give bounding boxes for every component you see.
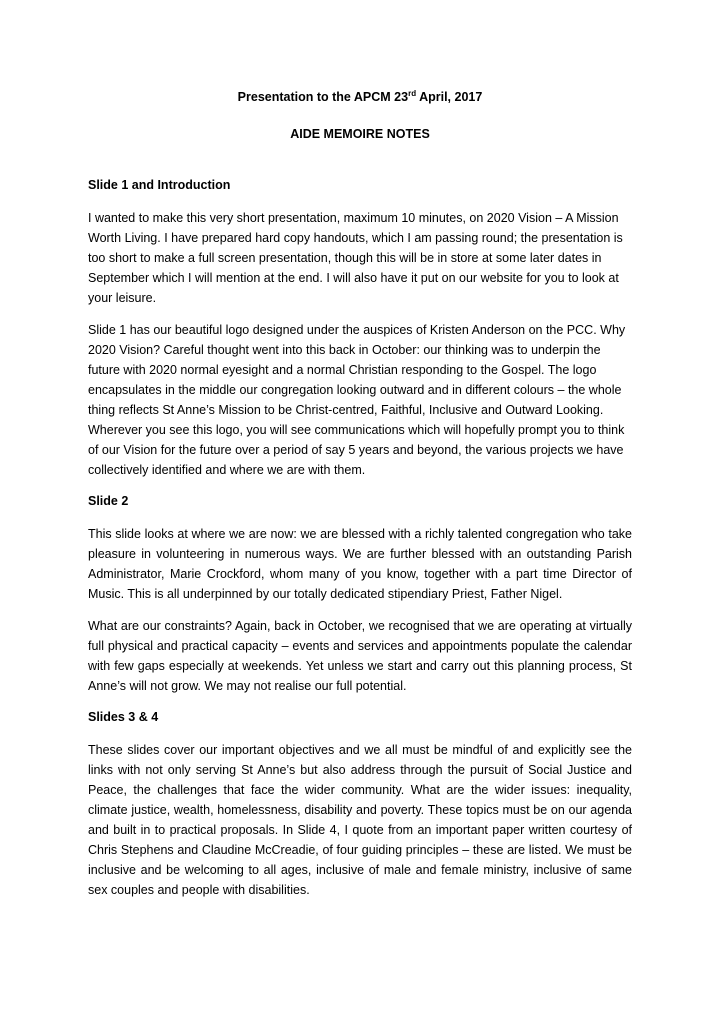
section-slide-1 [88,176,632,480]
title-superscript: rd [408,88,417,98]
paragraph: These slides cover our important objectives and we all must be mindful of and explicitly see the links with not only serving St Anne’s but also address through the pursuit of Social Justice and Peace, the challenges that face the wider community. What are the wider issues: inequality, climate justice, wealth, homelessness, disability and poverty. These topics must be on our agenda and built in to practical proposals. In Slide 4, I quote from an important paper written courtesy of Chris Stephens and Claudine McCreadie, of four guiding principles – these are listed. We must be inclusive and be welcoming to all ages, inclusive of male and female ministry, inclusive of same sex couples and people with disabilities. [88,743,632,897]
title-text: Presentation to the APCM 23 [237,90,409,104]
section-slides-3-4 [88,708,632,900]
section-slide-2 [88,492,632,696]
paragraph: This slide looks at where we are now: we are blessed with a richly talented congregation who take pleasure in volunteering in numerous ways. We are further blessed with an outstanding Parish Administrator, Marie Crockford, whom many of you know, together with a part time Director of Music. This is all underpinned by our totally dedicated stipendiary Priest, Father Nigel. [88,527,632,601]
paragraph: What are our constraints? Again, back in October, we recognised that we are operating at virtually full physical and practical capacity – events and services and appointments populate the calendar with few gaps especially at weekends. Yet unless we start and carry out this planning process, St Anne’s will not grow. We may not realise our full potential. [88,619,632,693]
document-subtitle: AIDE MEMOIRE NOTES [290,127,430,141]
title-date-suffix: April, 2017 [416,90,483,104]
section-heading: Slide 1 and Introduction [88,178,231,192]
document-title [88,88,632,106]
section-heading: Slide 2 [88,494,129,508]
paragraph: Slide 1 has our beautiful logo designed under the auspices of Kristen Anderson on the PCC. Why 2020 Vision? Careful thought went into this back in October: our thinking was to underpin the future with 2020 normal eyesight and a normal Christian responding to the Gospel. The logo encapsulates in the middle our congregation looking outward and in different colours – the whole thing reflects St Anne’s Mission to be Christ-centred, Faithful, Inclusive and Outward Looking. Wherever you see this logo, you will see communications which will hopefully prompt you to think of our Vision for the future over a period of say 5 years and beyond, the various projects we have collectively identified and where we are with them. [88,323,626,477]
section-heading: Slides 3 & 4 [88,710,159,724]
paragraph: I wanted to make this very short presentation, maximum 10 minutes, on 2020 Vision – A Mission Worth Living. I have prepared hard copy handouts, which I am passing round; the presentation is too short to make a full screen presentation, though this will be in store at some later dates in September which I will mention at the end. I will also have it put on our website for you to look at your leisure. [88,211,623,305]
